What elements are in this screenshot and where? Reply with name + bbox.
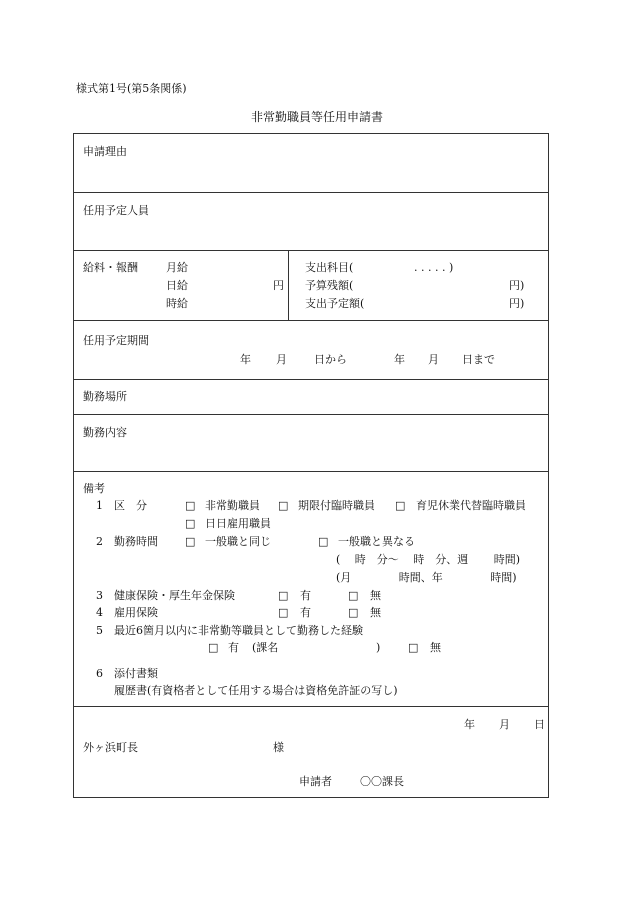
item2-opt1-label: 一般職と同じ	[205, 535, 271, 548]
budget-label: 予算残額(	[305, 279, 354, 292]
reason-label: 申請理由	[83, 145, 127, 158]
item5-yes-label: 有	[228, 641, 239, 654]
account-label: 支出科目(	[305, 261, 354, 274]
item3-number: 3	[96, 589, 103, 602]
planned-label: 支出予定額(	[305, 297, 365, 310]
item5-dept-close: )	[376, 641, 381, 654]
row-divider	[73, 320, 549, 321]
addressee: 外ヶ浜町長	[83, 741, 138, 754]
row-divider	[73, 250, 549, 251]
period-from-month: 月	[276, 353, 287, 366]
form-number: 様式第1号(第5条関係)	[76, 82, 187, 95]
monthly-label: 月給	[166, 261, 188, 274]
place-label: 勤務場所	[83, 390, 127, 403]
footer-year: 年	[464, 718, 475, 731]
budget-unit: 円)	[509, 279, 525, 292]
row-divider	[73, 192, 549, 193]
item5-no-checkbox[interactable]: □	[408, 641, 419, 654]
item2-number: 2	[96, 535, 103, 548]
item4-no-label: 無	[370, 606, 381, 619]
row-divider	[73, 706, 549, 707]
item3-no-checkbox[interactable]: □	[348, 589, 359, 602]
item2-opt2-checkbox[interactable]: □	[318, 535, 329, 548]
item4-number: 4	[96, 606, 103, 619]
item5-dept-open: (課名	[252, 641, 279, 654]
item6-detail: 履歴書(有資格者として任用する場合は資格免許証の写し)	[114, 684, 398, 697]
item5-no-label: 無	[430, 641, 441, 654]
item2-opt2-label: 一般職と異なる	[338, 535, 415, 548]
item4-yes-label: 有	[300, 606, 311, 619]
item1-label: 区 分	[114, 499, 147, 512]
footer-month: 月	[499, 718, 510, 731]
item3-no-label: 無	[370, 589, 381, 602]
item2-opt1-checkbox[interactable]: □	[185, 535, 196, 548]
period-to-month: 月	[428, 353, 439, 366]
period-from-day: 日から	[314, 353, 347, 366]
item2-time-line1: ( 時 分～ 時 分、週 時間)	[336, 553, 521, 566]
item1-opt2-label: 期限付臨時職員	[298, 499, 375, 512]
item5-label: 最近6箇月以内に非常勤等職員として勤務した経験	[114, 624, 363, 637]
item3-yes-label: 有	[300, 589, 311, 602]
item2-label: 勤務時間	[114, 535, 158, 548]
period-to-year: 年	[394, 353, 405, 366]
applicant-value: 〇〇課長	[360, 775, 404, 788]
item4-no-checkbox[interactable]: □	[348, 606, 359, 619]
row-divider	[73, 379, 549, 380]
row-divider	[73, 414, 549, 415]
period-to-day: 日まで	[462, 353, 495, 366]
honorific: 様	[273, 741, 284, 754]
item1-opt3-checkbox[interactable]: □	[395, 499, 406, 512]
item6-label: 添付書類	[114, 667, 158, 680]
planned-unit: 円)	[509, 297, 525, 310]
item5-yes-checkbox[interactable]: □	[208, 641, 219, 654]
item1-opt1-label: 非常勤職員	[205, 499, 260, 512]
item4-yes-checkbox[interactable]: □	[278, 606, 289, 619]
item6-number: 6	[96, 667, 103, 680]
item1-opt2-checkbox[interactable]: □	[278, 499, 289, 512]
item1-opt4-checkbox[interactable]: □	[185, 517, 196, 530]
remarks-label: 備考	[83, 482, 105, 495]
item1-number: 1	[96, 499, 103, 512]
footer-day: 日	[534, 718, 545, 731]
item1-opt3-label: 育児休業代替臨時職員	[416, 499, 526, 512]
daily-unit: 円	[273, 279, 284, 292]
column-divider	[288, 250, 289, 320]
item1-opt4-label: 日日雇用職員	[205, 517, 271, 530]
form-table	[73, 133, 549, 798]
item4-label: 雇用保険	[114, 606, 158, 619]
applicant-label: 申請者	[299, 775, 332, 788]
document-title: 非常勤職員等任用申請書	[251, 110, 384, 124]
period-label: 任用予定期間	[83, 334, 149, 347]
persons-label: 任用予定人員	[83, 204, 149, 217]
hourly-label: 時給	[166, 297, 188, 310]
content-label: 勤務内容	[83, 426, 127, 439]
row-divider	[73, 471, 549, 472]
item3-yes-checkbox[interactable]: □	[278, 589, 289, 602]
item2-time-line2: (月 時間、年 時間)	[336, 571, 517, 584]
daily-label: 日給	[166, 279, 188, 292]
item5-number: 5	[96, 624, 103, 637]
account-dots: . . . . . )	[414, 261, 454, 274]
item1-opt1-checkbox[interactable]: □	[185, 499, 196, 512]
salary-label: 給料・報酬	[83, 261, 138, 274]
item3-label: 健康保険・厚生年金保険	[114, 589, 235, 602]
period-from-year: 年	[240, 353, 251, 366]
